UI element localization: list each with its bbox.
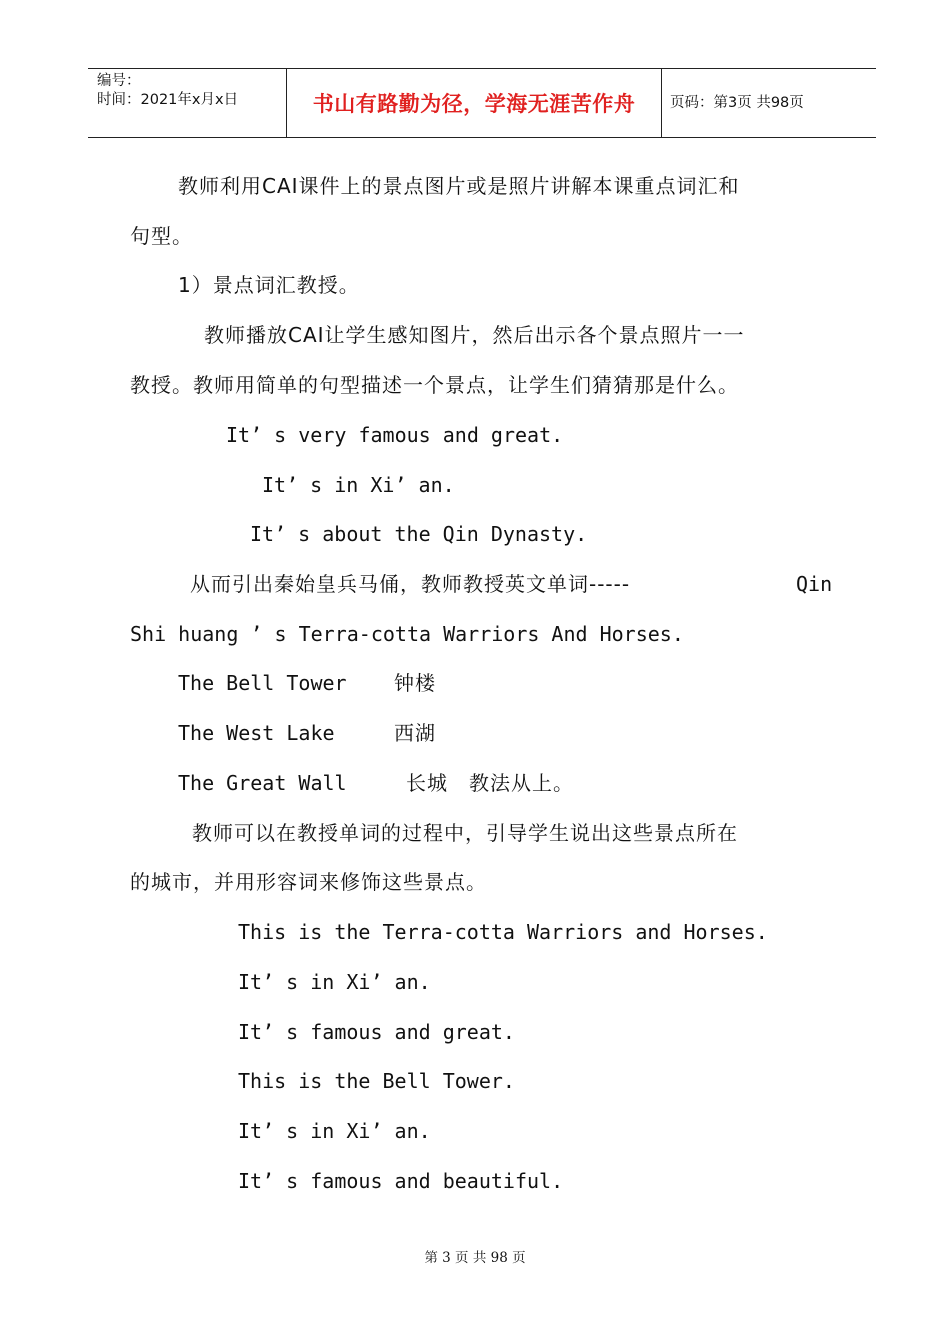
paragraph-line: 教师利用CAI课件上的景点图片或是照片讲解本课重点词汇和 [178,174,740,198]
header-motto: 书山有路勤为径，学海无涯苦作舟 [312,92,636,116]
header-motto-cell [286,69,662,137]
vocab-chinese: 钟楼 [394,671,436,695]
paragraph-line: 的城市，并用形容词来修饰这些景点。 [130,870,487,894]
header-page-label: 页码：第3页 共98页 [670,94,804,111]
example-sentence: This is the Bell Tower. [238,1069,515,1093]
vocab-chinese: 长城 教法从上。 [406,771,574,795]
page-footer: 第 3 页 共 98 页 [424,1250,526,1266]
vocab-english: The West Lake [178,721,335,745]
example-sentence: It’ s in Xi’ an. [238,1119,431,1143]
header-meta-cell [88,69,286,137]
vocab-english: The Great Wall [178,771,347,795]
document-header [88,68,876,138]
section-heading: 1）景点词汇教授。 [178,273,360,297]
example-sentence: It’ s very famous and great. [226,423,564,447]
example-sentence: This is the Terra-cotta Warriors and Horses. [238,920,768,944]
example-sentence: It’ s famous and great. [238,1020,515,1044]
header-number-label: 编号： [97,73,141,89]
paragraph-line: 教师播放CAI让学生感知图片，然后出示各个景点照片一一 [204,323,745,347]
header-time-label: 时间：2021年x月x日 [97,92,239,108]
vocab-english: The Bell Tower [178,671,347,695]
paragraph-line: Shi huang ’ s Terra-cotta Warriors And Horses. [130,622,684,646]
header-page-cell [662,69,876,137]
vocab-chinese: 西湖 [394,721,436,745]
example-sentence: It’ s in Xi’ an. [238,970,431,994]
example-sentence: It’ s about the Qin Dynasty. [250,522,588,546]
paragraph-line: 教授。教师用简单的句型描述一个景点，让学生们猜猜那是什么。 [130,373,739,397]
paragraph-line: Qin [796,572,833,596]
example-sentence: It’ s in Xi’ an. [262,473,455,497]
paragraph-line: 从而引出秦始皇兵马俑，教师教授英文单词----- [190,572,631,596]
paragraph-line: 教师可以在教授单词的过程中，引导学生说出这些景点所在 [192,821,738,845]
paragraph-line: 句型。 [130,224,193,248]
example-sentence: It’ s famous and beautiful. [238,1169,564,1193]
